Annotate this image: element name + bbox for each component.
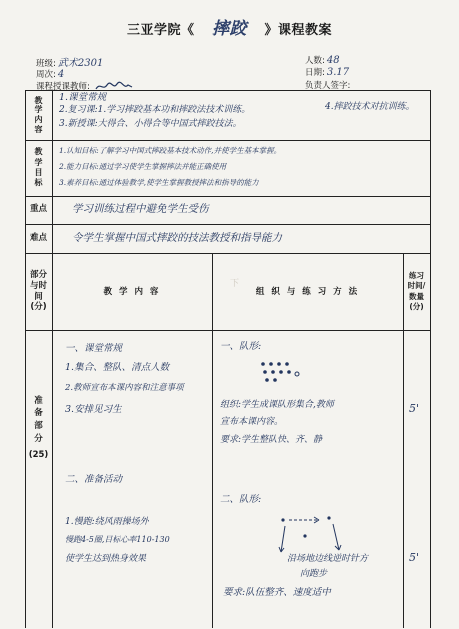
lesson-table	[25, 90, 455, 628]
title-prefix: 三亚学院《	[126, 23, 195, 38]
content-line-1: 1.课堂常规	[59, 92, 107, 103]
content-line-4: 4.摔跤技术对抗训练。	[325, 102, 415, 112]
prep-content-7: 慢跑4-5圈,目标心率110-130	[65, 535, 170, 544]
prep-content-6: 1.慢跑:绕风雨操场外	[65, 517, 149, 527]
content-line-2: 2.复习课:1.学习摔跤基本功和摔跤法技术训练。	[59, 105, 251, 115]
prep-method-8: 要求:队伍整齐、速度适中	[223, 587, 331, 598]
section-row-label: 部分与时间(分)	[29, 270, 47, 313]
count-value: 48	[326, 55, 340, 66]
column-header-method: 组 织 与 练 习 方 法	[255, 287, 360, 297]
prep-method-1: 一、队形:	[220, 341, 262, 352]
formation-dots-icon	[257, 360, 301, 386]
week-value: 4	[57, 69, 65, 80]
prep-method-2: 组织:学生成课队形集合,教师	[220, 400, 334, 410]
owner-field: 负责人签字:	[305, 81, 351, 91]
content-row-label: 教学内容	[34, 95, 43, 134]
difficulty-text: 令学生掌握中国式摔跤的技法教授和指导能力	[72, 232, 282, 244]
course-name: 摔跤	[212, 19, 247, 39]
class-value: 武术2301	[57, 58, 104, 69]
difficulty-row-label: 难点	[29, 232, 47, 243]
teacher-field: 课程授课教师:	[36, 80, 133, 92]
prep-method-7: 向跑步	[300, 569, 328, 579]
prep-time-2: 5'	[409, 551, 420, 564]
prep-method-5: 二、队形:	[220, 494, 262, 505]
goal-row-label: 教学目标	[34, 147, 43, 188]
goal-line-3: 3.素养目标:通过体验教学,使学生掌握教授摔法和指导的能力	[59, 178, 259, 187]
prep-method-6: 沿场地边线逆时针方	[287, 554, 369, 564]
page-title	[0, 14, 459, 39]
prep-content-3: 2.教师宣布本课内容和注意事项	[65, 383, 184, 393]
prep-method-3: 宣布本课内容。	[220, 417, 284, 427]
prep-content-1: 一、课堂常规	[65, 343, 123, 354]
prep-content-5: 二、准备活动	[65, 474, 123, 485]
goal-line-1: 1.认知目标:了解学习中国式摔跤基本技术动作,并使学生基本掌握。	[59, 146, 282, 155]
week-field: 周次: 4	[36, 69, 65, 80]
title-suffix: 》课程教案	[264, 23, 333, 38]
prep-content-4: 3.安排见习生	[65, 404, 122, 415]
prep-section-time: (25)	[28, 450, 49, 461]
count-field: 人数: 48	[305, 55, 340, 66]
content-line-3: 3.新授课:大得合、小得合等中国式摔跤技法。	[59, 119, 242, 129]
column-header-content: 教 学 内 容	[103, 287, 161, 297]
key-row-label: 重点	[29, 204, 47, 215]
prep-section-label: 准备部分	[34, 395, 43, 444]
date-value: 3.17	[326, 67, 350, 78]
class-field: 班级: 武术2301	[36, 58, 104, 69]
prep-time-1: 5'	[409, 402, 420, 415]
column-header-time: 练习时间/数量(分)	[407, 271, 426, 311]
key-text: 学习训练过程中避免学生受伤	[72, 203, 209, 215]
prep-method-4: 要求:学生整队快、齐、静	[220, 435, 323, 445]
prep-content-8: 使学生达到热身效果	[65, 554, 147, 564]
watermark-text: 下	[230, 279, 244, 289]
prep-content-2: 1.集合、整队、清点人数	[65, 362, 170, 373]
goal-line-2: 2.能力目标:通过学习使学生掌握摔法并能正确使用	[59, 162, 227, 171]
date-field: 日期: 3.17	[305, 67, 350, 78]
